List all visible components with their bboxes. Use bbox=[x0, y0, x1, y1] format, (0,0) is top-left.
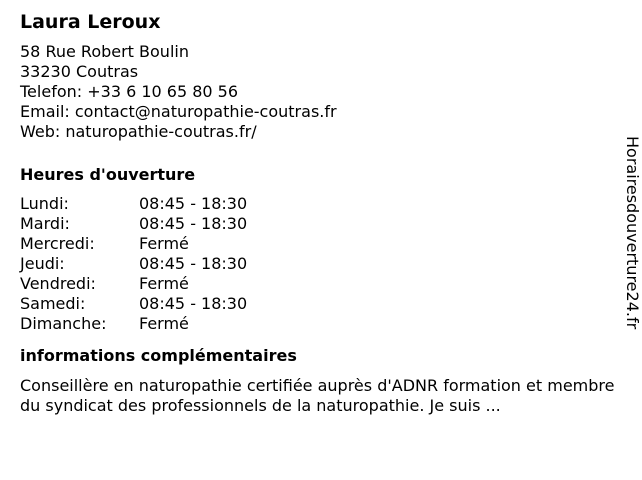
hours-time: Fermé bbox=[139, 314, 189, 333]
hours-day: Dimanche: bbox=[20, 314, 107, 333]
hours-table bbox=[20, 194, 620, 334]
business-card bbox=[20, 10, 620, 416]
info-heading: informations complémentaires bbox=[20, 346, 297, 365]
hours-row bbox=[20, 214, 620, 234]
info-description: Conseillère en naturopathie certifiée auprès d'ADNR formation et membre du syndicat des professionnels de la naturopathie. Je suis ... bbox=[20, 376, 615, 415]
address-street: 58 Rue Robert Boulin bbox=[20, 42, 189, 61]
hours-day: Mardi: bbox=[20, 214, 70, 233]
phone-line[interactable]: Telefon: +33 6 10 65 80 56 bbox=[20, 82, 239, 101]
hours-time: 08:45 - 18:30 bbox=[139, 194, 248, 213]
hours-time: 08:45 - 18:30 bbox=[139, 254, 248, 273]
hours-day: Mercredi: bbox=[20, 234, 95, 253]
email-line[interactable]: Email: contact@naturopathie-coutras.fr bbox=[20, 102, 337, 121]
hours-row bbox=[20, 314, 620, 334]
site-watermark: Horairesdouverture24.fr bbox=[623, 136, 642, 330]
hours-day: Samedi: bbox=[20, 294, 86, 313]
hours-time: 08:45 - 18:30 bbox=[139, 294, 248, 313]
hours-day: Vendredi: bbox=[20, 274, 96, 293]
hours-row bbox=[20, 294, 620, 314]
business-name: Laura Leroux bbox=[20, 11, 161, 33]
hours-heading: Heures d'ouverture bbox=[20, 165, 196, 184]
hours-time: 08:45 - 18:30 bbox=[139, 214, 248, 233]
hours-row bbox=[20, 254, 620, 274]
hours-row bbox=[20, 234, 620, 254]
hours-row bbox=[20, 194, 620, 214]
hours-day: Lundi: bbox=[20, 194, 69, 213]
hours-day: Jeudi: bbox=[20, 254, 65, 273]
address-city: 33230 Coutras bbox=[20, 62, 139, 81]
hours-time: Fermé bbox=[139, 274, 189, 293]
web-line[interactable]: Web: naturopathie-coutras.fr/ bbox=[20, 122, 257, 141]
hours-time: Fermé bbox=[139, 234, 189, 253]
hours-row bbox=[20, 274, 620, 294]
